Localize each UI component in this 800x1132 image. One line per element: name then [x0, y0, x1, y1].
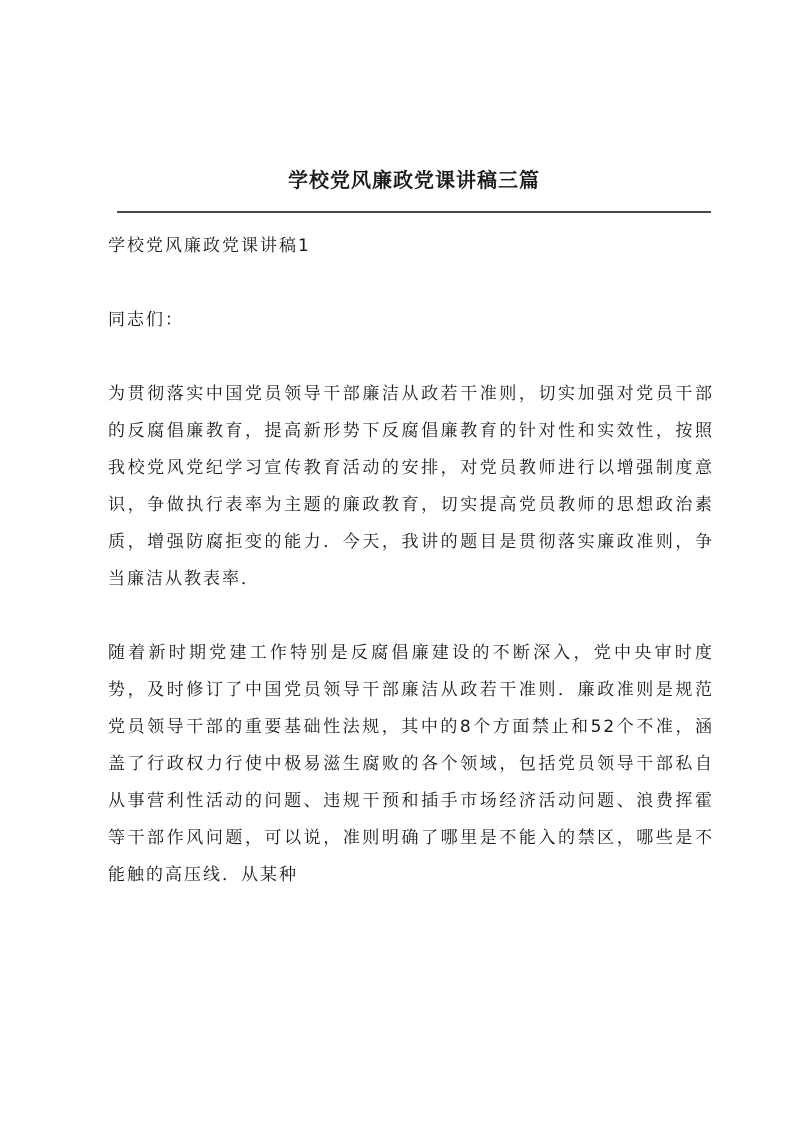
- greeting: 同志们：: [108, 310, 184, 330]
- document-title: 学校党风廉政党课讲稿三篇: [288, 168, 540, 192]
- paragraph-1: 为贯彻落实中国党员领导干部廉洁从政若干准则，切实加强对党员干部的反腐倡廉教育，提高新形势下反腐倡廉教育的针对性和实效性，按照我校党风党纪学习宣传教育活动的安排，对党员教师进行以增强制度意识，争做执行表率为主题的廉政教育，切实提高党员教师的思想政治素质，增强防腐拒变的能力．今天，我讲的题目是贯彻落实廉政准则，争当廉洁从教表率．: [108, 384, 714, 589]
- section-heading: 学校党风廉政党课讲稿1: [108, 236, 311, 256]
- paragraph-2: 随着新时期党建工作特别是反腐倡廉建设的不断深入，党中央审时度势，及时修订了中国党员领导干部廉洁从政若干准则．廉政准则是规范党员领导干部的重要基础性法规，其中的8个方面禁止和52个不准，涵盖了行政权力行使中极易滋生腐败的各个领域，包括党员领导干部私自从事营利性活动的问题、违规干预和插手市场经济活动问题、浪费挥霍等干部作风问题，可以说，准则明确了哪里是不能入的禁区，哪些是不能触的高压线．从某种: [108, 643, 714, 885]
- document-body: [108, 228, 714, 894]
- title-divider: [117, 211, 711, 213]
